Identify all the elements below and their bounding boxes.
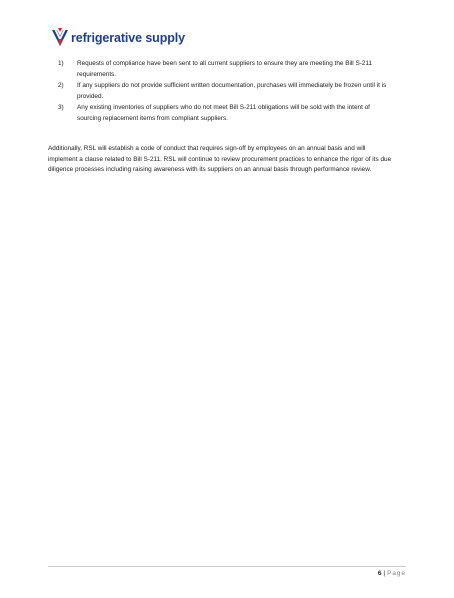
list-item: [58, 103, 388, 124]
company-name: refrigerative supply: [71, 31, 186, 45]
numbered-list: [58, 59, 388, 125]
footer-separator: |: [383, 570, 386, 577]
body-paragraph: Additionally, RSL will establish a code of conduct that requires sign-off by employees on an annual basis and will implement a clause related to Bill S-211. RSL will continue to review procurement practices to enhance the rigor of its due diligence processes including raising awareness with its suppliers on an annual basis through performance review.: [48, 145, 392, 173]
page-footer: [378, 569, 406, 578]
page-number: 6: [377, 570, 382, 577]
company-header: [52, 27, 185, 49]
list-item: [58, 59, 388, 80]
list-item-number: 1): [58, 60, 64, 67]
refrigerative-supply-logo-icon: [52, 27, 68, 49]
list-item: [58, 81, 388, 102]
list-item-text: If any suppliers do not provide sufficient written documentation, purchases will immediately be frozen until it is provided.: [77, 82, 387, 100]
list-item-number: 2): [58, 82, 64, 89]
page-label: Page: [387, 570, 406, 577]
footer-divider: [48, 566, 406, 567]
list-item-text: Any existing inventories of suppliers who do not meet Bill S-211 obligations will be sold with the intent of sourcing replacement items from compliant suppliers.: [77, 104, 370, 122]
list-item-text: Requests of compliance have been sent to all current suppliers to ensure they are meeting the Bill S-211 requirements.: [77, 60, 373, 78]
list-item-number: 3): [58, 104, 64, 111]
